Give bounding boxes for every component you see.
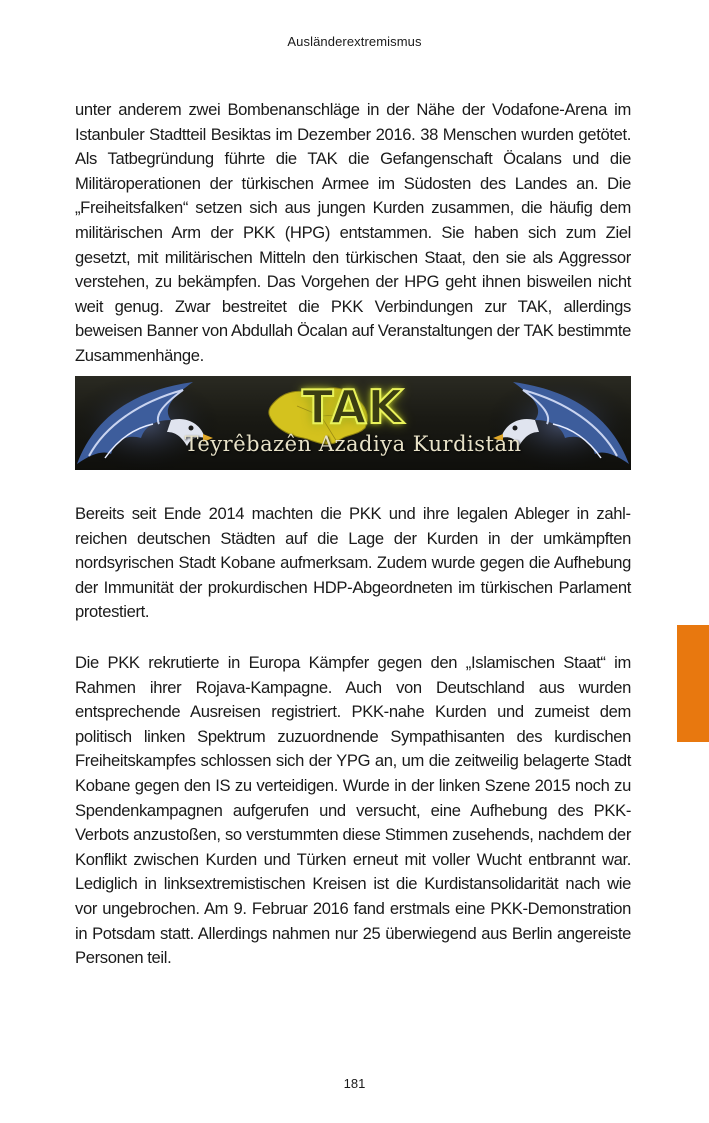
chapter-thumb-tab (677, 625, 709, 742)
body-paragraph-2: Bereits seit Ende 2014 machten die PKK und ihre legalen Ableger in zahlreichen deutschen Städten auf die Lage der Kurden in der umkämpften nordsyrischen Stadt Kobane aufmerksam. Zudem wurde gegen die Aufhebung der Immunität der prokurdischen HDP-Abgeordneten im türkischen Parlament protestiert. (75, 504, 631, 622)
body-paragraph-3: Die PKK rekrutierte in Europa Kämpfer gegen den „Islamischen Staat“ im Rahmen ihrer Rojava-Kampagne. Auch von Deutschland aus wurden entsprechende Ausreisen registriert. PKK-nahe Kurden und zumeist dem politisch linken Spektrum zuzuordnende Sympathisanten des kurdischen Freiheitskampfes schlossen sich der YPG an, um die zeitweilig belagerte Stadt Kobane gegen den IS zu verteidigen. Wurde in der linken Szene 2015 noch zu Spendenkampagnen aufgerufen und versucht, eine Aufhebung des PKK-Verbots anzustoßen, so verstummten diese Stimmen zusehends, nachdem der Konflikt zwischen Kurden und Türken erneut mit voller Wucht entbrannt war. Lediglich in linksextremistischen Kreisen ist die Kurdistansolidarität nach wie vor ungebrochen. Am 9. Februar 2016 fand erstmals eine PKK-Demonstration in Potsdam statt. Allerdings nahmen nur 25 überwiegend aus Berlin angereiste Personen teil. (75, 653, 631, 968)
page-number: 181 (343, 1076, 366, 1091)
tak-banner-image (75, 376, 631, 470)
body-paragraph-1: unter anderem zwei Bombenanschläge in der Nähe der Vodafone-Arena im Istanbuler Stadtteil Besiktas im Dezember 2016. 38 Menschen wurden getötet. Als Tatbegründung führte die TAK die Gefangenschaft Öcalans und die Militäroperationen der türkischen Armee im Südosten des Landes an. Die „Freiheitsfalken“ setzen sich aus jungen Kurden zusammen, die häufig dem militärischen Arm der PKK (HPG) entstammen. Sie haben sich zum Ziel gesetzt, mit militärischen Mitteln den türkischen Staat, den sie als Aggressor verstehen, zu bekämpfen. Das Vorgehen der HPG geht ihnen bisweilen nicht weit genug. Zwar bestreitet die PKK Verbindungen zur TAK, allerdings beweisen Banner von Abdullah Öcalan auf Veranstaltungen der TAK bestimmte Zusammenhänge. (75, 100, 631, 365)
banner-title: TAK (301, 380, 405, 434)
banner-subtitle: Teyrêbazên Azadiya Kurdistan (184, 432, 522, 456)
running-header: Ausländerextremismus (287, 34, 422, 49)
